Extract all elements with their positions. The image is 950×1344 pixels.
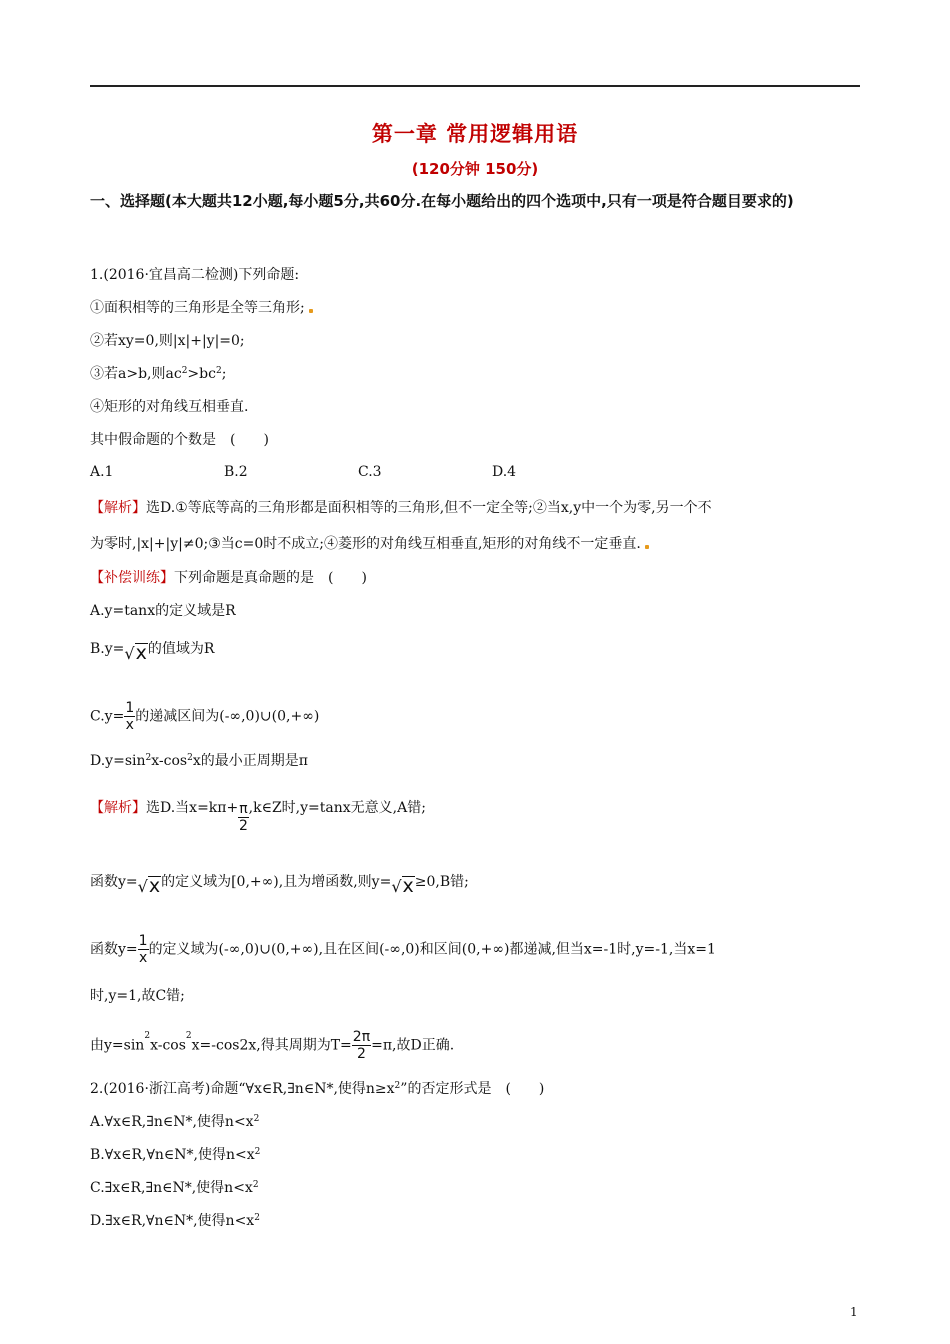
extra-b-post: 的值域为R: [147, 641, 215, 657]
q1-analysis-text-1: 选D.①等底等高的三角形都是面积相等的三角形,但不一定全等;②当x,y中一个为零,另一个不: [146, 500, 712, 516]
q1-analysis-text-2: 为零时,|x|+|y|≠0;③当c=0时不成立;④菱形的对角线互相垂直,矩形的对角线不一定垂直.: [90, 536, 641, 552]
extra-a1-pre: 选D.当x=kπ+: [146, 800, 239, 816]
chapter-subtitle: (120分钟 150分): [411, 160, 539, 178]
q2-a-text: A.∀x∈R,∃n∈N*,使得n<x: [90, 1114, 254, 1130]
q2-option-c: [90, 1178, 259, 1198]
sup: 2: [145, 753, 152, 763]
extra-option-a: A.y=tanx的定义域是R: [90, 603, 236, 619]
q1-option-a: A.1: [90, 464, 114, 480]
extra-b-pre: B.y=: [90, 641, 125, 657]
extra-option-c: [90, 700, 319, 733]
extra-option-d: [90, 751, 308, 771]
mark-dot: [645, 545, 649, 549]
sqrt-radical-icon: √: [137, 877, 148, 896]
q2-option-d: [90, 1211, 260, 1231]
q1-question: 其中假命题的个数是 ( ): [90, 432, 269, 448]
q1-p3-c: ;: [221, 366, 227, 382]
fraction: [124, 700, 135, 733]
sqrt-expr: [138, 876, 161, 897]
q2-b-text: B.∀x∈R,∀n∈N*,使得n<x: [90, 1147, 255, 1163]
sup: 2: [181, 366, 188, 376]
analysis-tag: 【解析】: [90, 500, 146, 516]
analysis-tag: 【解析】: [90, 800, 146, 816]
header-rule: [90, 85, 860, 87]
extra-a2-pre: 函数y=: [90, 874, 138, 890]
mark-dot: [309, 309, 313, 313]
sup: 2: [215, 366, 222, 376]
q1-option-c: C.3: [358, 464, 382, 480]
q1-option-d: D.4: [492, 464, 517, 480]
extra-stem: [90, 568, 367, 588]
denominator: x: [125, 717, 134, 733]
sqrt-radicand: x: [148, 875, 161, 897]
q1-analysis-line-1: [90, 498, 712, 518]
sqrt-expr: [391, 876, 414, 897]
extra-tag: 【补偿训练】: [90, 570, 174, 586]
extra-a2-post: ≥0,B错;: [414, 874, 469, 890]
sup: 2: [253, 1114, 260, 1124]
q1-proposition-3: [90, 364, 226, 384]
section-heading: 一、选择题(本大题共12小题,每小题5分,共60分.在每小题给出的四个选项中,只有一项是符合题目要求的): [90, 192, 794, 210]
q2-option-a: [90, 1112, 259, 1132]
sup: 2: [185, 1031, 192, 1041]
numerator: 1: [125, 700, 135, 716]
extra-a1-post: ,k∈Z时,y=tanx无意义,A错;: [248, 800, 426, 816]
extra-d-b: x-cos: [151, 753, 188, 769]
extra-a2-mid: 的定义域为[0,+∞),且为增函数,则y=: [161, 874, 392, 890]
denominator: 2: [356, 1046, 366, 1062]
sup: 2: [187, 753, 193, 763]
numerator: 2π: [352, 1029, 371, 1045]
sqrt-radicand: x: [135, 642, 147, 664]
fraction: [138, 933, 149, 966]
extra-analysis-5: [90, 1029, 454, 1062]
q1-p3-b: >bc: [187, 366, 216, 382]
sup: 2: [254, 1213, 260, 1223]
q1-stem: 1.(2016·宜昌高二检测)下列命题:: [90, 267, 300, 283]
q1-analysis-line-2: [90, 534, 649, 554]
q1-p1-text: ①面积相等的三角形是全等三角形;: [90, 300, 305, 316]
q2-c-text: C.∃x∈R,∃n∈N*,使得n<x: [90, 1180, 253, 1196]
q2-option-b: [90, 1145, 260, 1165]
extra-analysis-1: [90, 798, 426, 834]
q1-option-b: B.2: [224, 464, 248, 480]
extra-analysis-3: [90, 933, 716, 966]
sqrt-radical-icon: √: [124, 644, 135, 663]
sqrt-expr: [124, 643, 147, 664]
extra-option-b: [90, 637, 215, 664]
extra-d-a: D.y=sin: [90, 753, 146, 769]
sup: 2: [252, 1180, 259, 1190]
extra-d-c: x的最小正周期是π: [192, 753, 308, 769]
extra-a3-post: 的定义域为(-∞,0)∪(0,+∞),且在区间(-∞,0)和区间(0,+∞)都递减,但当x=-1时,y=-1,当x=1: [148, 941, 716, 958]
numerator: 1: [138, 933, 148, 949]
sqrt-radicand: x: [402, 875, 414, 897]
numerator: π: [239, 801, 248, 817]
extra-c-pre: C.y=: [90, 708, 125, 725]
sup: 2: [254, 1147, 261, 1157]
page-number: 1: [850, 1305, 858, 1319]
extra-a3-pre: 函数y=: [90, 941, 138, 958]
q1-proposition-2: ②若xy=0,则|x|+|y|=0;: [90, 333, 245, 349]
q2-stem-end: ”的否定形式是 ( ): [400, 1081, 545, 1097]
q2-d-text: D.∃x∈R,∀n∈N*,使得n<x: [90, 1213, 255, 1229]
fraction: [352, 1029, 371, 1062]
extra-a5-d: =π,故D正确.: [371, 1037, 455, 1054]
extra-stem-text: 下列命题是真命题的是 ( ): [174, 570, 367, 586]
q2-stem-text: 2.(2016·浙江高考)命题“∀x∈R,∃n∈N*,使得n≥x: [90, 1081, 395, 1097]
q2-stem: [90, 1079, 544, 1099]
extra-a5-a: 由y=sin: [90, 1037, 145, 1054]
extra-analysis-2: [90, 870, 469, 897]
q1-proposition-4: ④矩形的对角线互相垂直.: [90, 399, 249, 415]
sup: 2: [144, 1031, 151, 1041]
extra-c-post: 的递减区间为(-∞,0)∪(0,+∞): [135, 708, 320, 725]
chapter-title: 第一章 常用逻辑用语: [371, 122, 579, 146]
denominator: 2: [238, 818, 248, 834]
fraction: [238, 801, 248, 834]
q1-proposition-1: [90, 298, 313, 318]
extra-a5-c: x=-cos2x,得其周期为T=: [191, 1037, 352, 1054]
sup: 2: [394, 1081, 401, 1091]
q1-p3-a: ③若a>b,则ac: [90, 366, 182, 382]
extra-analysis-4: 时,y=1,故C错;: [90, 988, 185, 1004]
denominator: x: [138, 950, 148, 966]
sqrt-radical-icon: √: [391, 877, 402, 896]
extra-a5-b: x-cos: [150, 1037, 186, 1054]
